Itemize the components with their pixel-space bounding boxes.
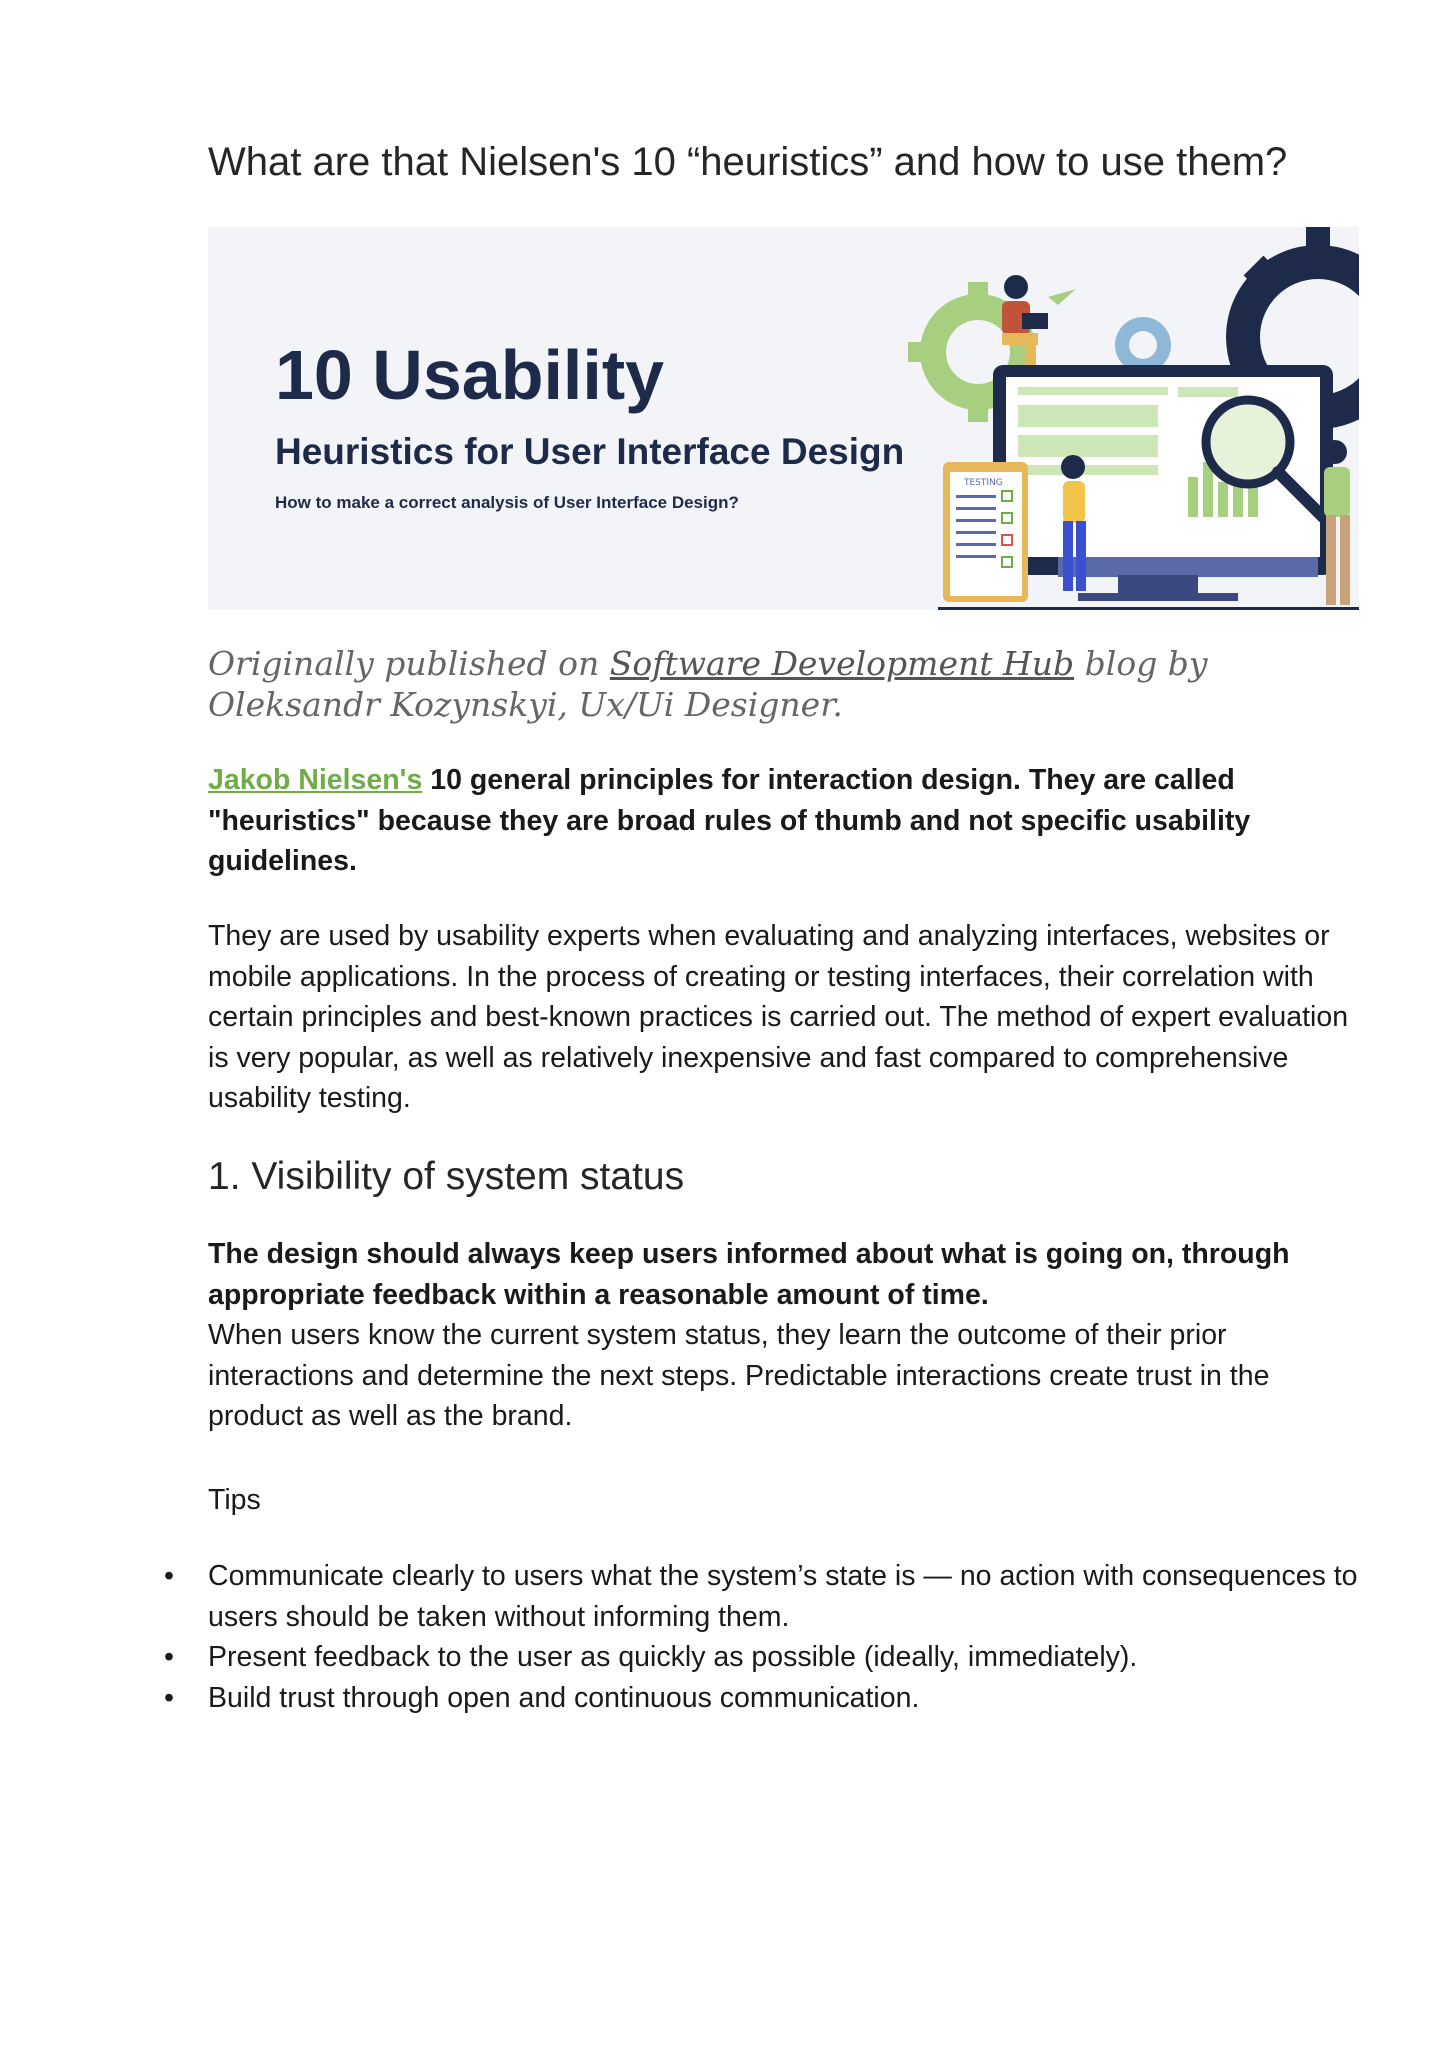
tips-list — [164, 1556, 1358, 1718]
hero-tagline: How to make a correct analysis of User Interface Design? — [275, 493, 739, 512]
jakob-nielsen-link[interactable]: Jakob Nielsen's — [208, 764, 423, 796]
tip-text: Present feedback to the user as quickly as possible (ideally, immediately). — [208, 1641, 1138, 1673]
byline — [208, 643, 1358, 725]
hero-heading: 10 Usability — [275, 336, 665, 414]
body-paragraph-1: They are used by usability experts when evaluating and analyzing interfaces, websites or mobile applications. In the process of creating or testing interfaces, their correlation with certain principles and best-known practices is carried out. The method of expert evaluation is very popular, as well as relatively inexpensive and fast compared to comprehensive usability testing. — [208, 920, 1349, 1114]
bullet-icon: • — [164, 1681, 174, 1714]
section-body: When users know the current system status, they learn the outcome of their prior interactions and determine the next steps. Predictable interactions create trust in the product as well as the brand. — [208, 1319, 1270, 1432]
article-title: What are that Nielsen's 10 “heuristics” and how to use them? — [208, 140, 1288, 184]
list-item — [164, 1556, 1358, 1637]
bullet-icon: • — [164, 1641, 174, 1673]
byline-link[interactable]: Software Development Hub — [609, 644, 1075, 683]
tips-label: Tips — [208, 1484, 261, 1516]
clipboard-label: TESTING — [964, 478, 1003, 488]
clipboard-icon — [943, 462, 1028, 602]
tip-text: Build trust through open and continuous communication. — [208, 1681, 920, 1714]
list-item — [164, 1637, 1358, 1678]
section-lead: The design should always keep users informed about what is going on, through appropriate feedback within a reasonable amount of time. — [208, 1238, 1290, 1311]
byline-prefix: Originally published on — [208, 644, 610, 683]
section-heading: 1. Visibility of system status — [208, 1155, 685, 1198]
bullet-icon: • — [164, 1560, 174, 1592]
intro-text: 10 general principles for interaction design. They are called "heuristics" because they are broad rules of thumb and not specific usability guidelines. — [208, 764, 1251, 877]
hero-banner-image — [208, 227, 1359, 610]
list-item — [164, 1678, 1358, 1719]
byline-suffix: blog by Oleksandr Kozynskyi, Ux/Ui Designer. — [208, 644, 1208, 724]
blue-gear-icon — [1115, 317, 1171, 373]
hero-subheading: Heuristics for User Interface Design — [275, 431, 905, 472]
intro-paragraph — [208, 760, 1358, 882]
tip-text: Communicate clearly to users what the system’s state is — no action with consequences to users should be taken without informing them. — [208, 1560, 1358, 1633]
paper-plane-icon — [1048, 289, 1076, 305]
hero-illustration — [898, 227, 1359, 610]
